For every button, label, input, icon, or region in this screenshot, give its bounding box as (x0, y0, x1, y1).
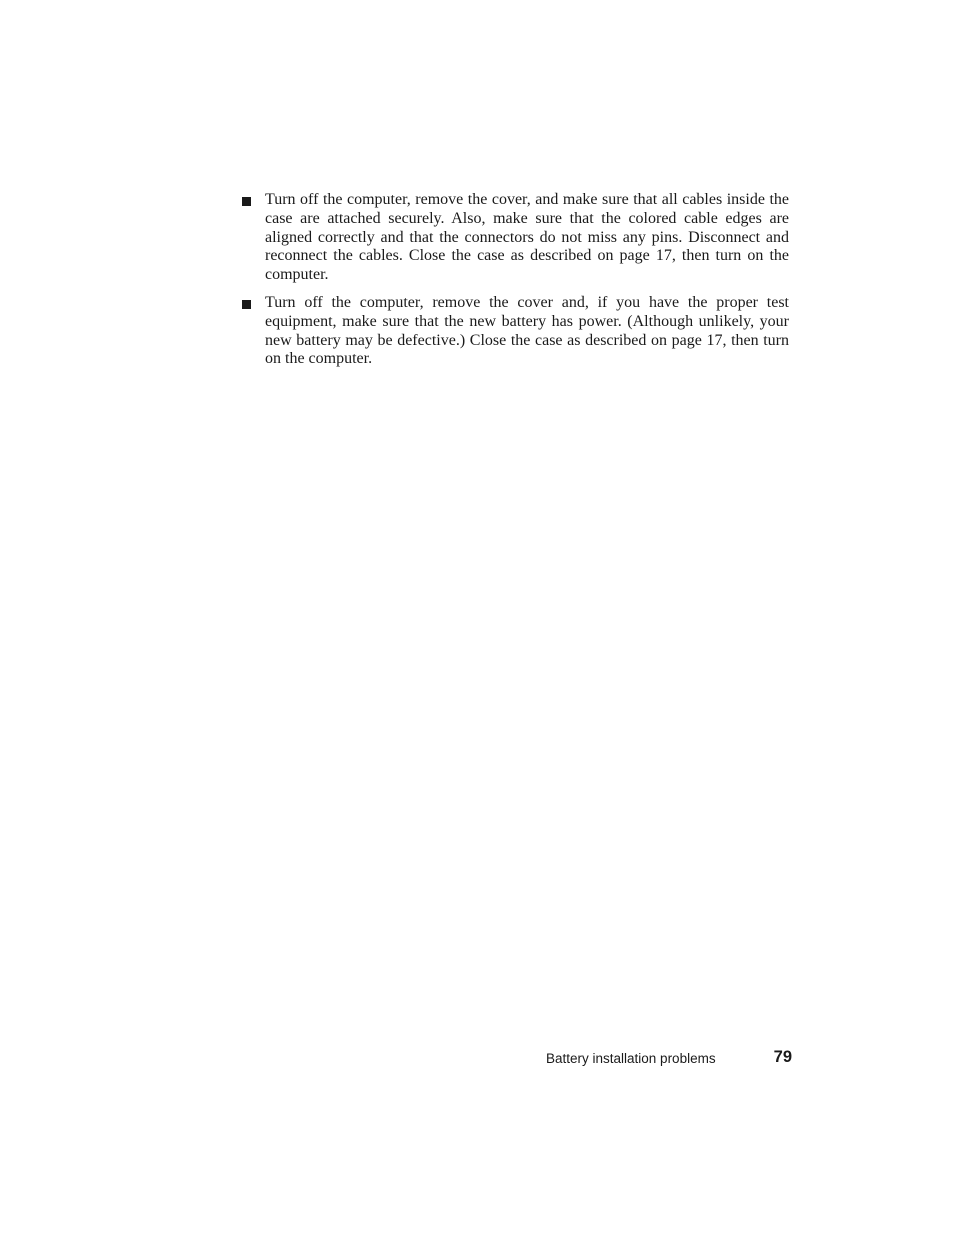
square-bullet-icon (242, 300, 251, 309)
page-number: 79 (773, 1048, 792, 1066)
list-item (240, 191, 792, 285)
main-content (240, 191, 792, 378)
footer-section-title: Battery installation problems (546, 1051, 716, 1066)
square-bullet-icon (242, 197, 251, 206)
list-item (240, 294, 792, 369)
bullet-text: Turn off the computer, remove the cover and, if you have the proper test equipment, make sure that the new battery has power. (Although unlikely, your new battery may be defective.) Close the case as described on page 17, then turn on the computer. (265, 293, 789, 368)
bullet-text: Turn off the computer, remove the cover, and make sure that all cables inside the case are attached securely. Also, make sure that the colored cable edges are aligned correctly and that the connectors do not miss any pins. Disconnect and reconnect the cables. Close the case as described on page 17, then turn on the computer. (265, 191, 789, 284)
page-footer (546, 1046, 794, 1070)
